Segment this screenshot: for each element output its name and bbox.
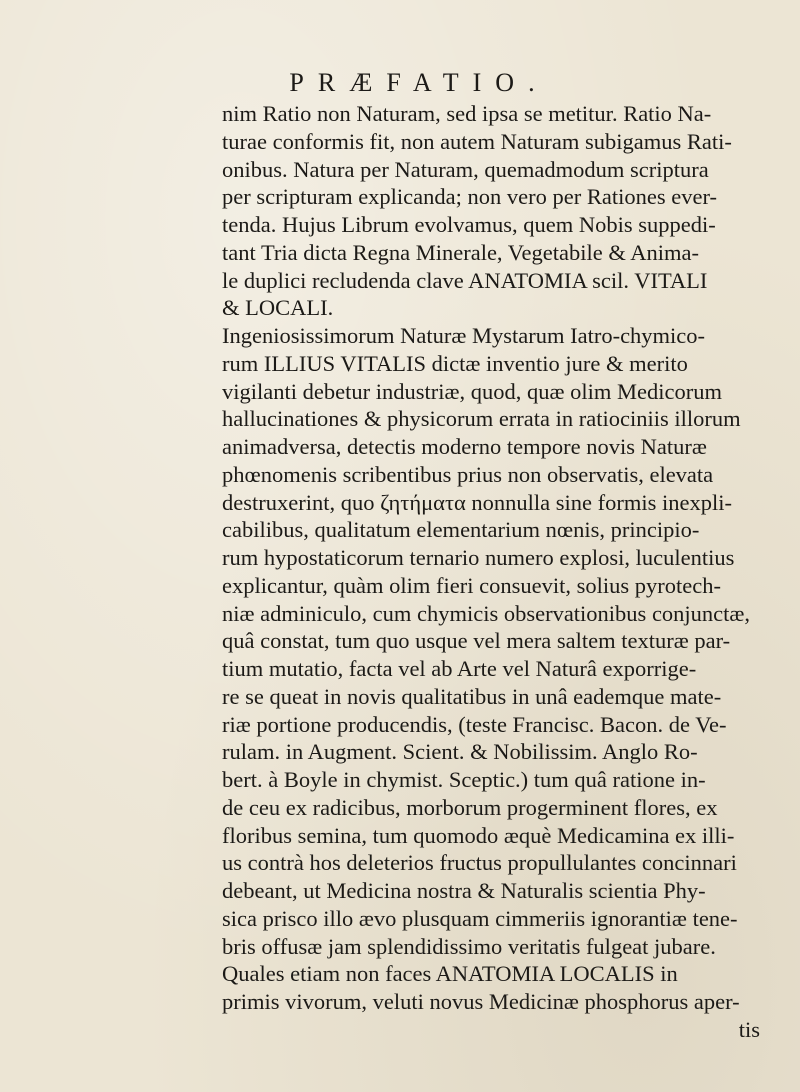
text-line: phœnomenis scribentibus prius non observatis, elevata — [222, 461, 714, 487]
text-line: & LOCALI. — [222, 295, 334, 321]
text-line: quâ constat, tum quo usque vel mera saltem texturæ par- — [222, 628, 731, 654]
text-line: niæ adminiculo, cum chymicis observationibus conjunctæ, — [222, 600, 751, 626]
text-line: debeant, ut Medicina nostra & Naturalis scientia Phy- — [222, 878, 706, 903]
text-line: Quales etiam non faces ANATOMIA LOCALIS in — [222, 961, 678, 987]
text-line: explicantur, quàm olim fieri consuevit, solius pyrotech- — [222, 572, 721, 598]
text-line: per scripturam explicanda; non vero per Rationes ever- — [222, 184, 717, 210]
text-line: rum ILLIUS VITALIS dictæ inventio jure & merito — [222, 350, 688, 376]
text-line: re se queat in novis qualitatibus in unâ eademque mate- — [222, 683, 722, 709]
text-line: bris offusæ jam splendidissimo veritatis fulgeat jubare. — [222, 933, 716, 959]
text-line: animadversa, detectis moderno tempore novis Naturæ — [222, 434, 707, 459]
text-line: le duplici recludenda clave ANATOMIA scil. VITALI — [222, 267, 708, 293]
page-header: PRÆFATIO. — [289, 68, 549, 97]
catchword: tis — [738, 1016, 760, 1042]
text-line: destruxerint, quo ζητήματα nonnulla sine formis inexpli- — [222, 489, 732, 515]
text-line: onibus. Natura per Naturam, quemadmodum scriptura — [222, 156, 709, 182]
text-line: primis vivorum, veluti novus Medicinæ phosphorus aper- — [222, 989, 740, 1014]
text-line: turae conformis fit, non autem Naturam subigamus Rati- — [222, 128, 732, 154]
text-line: riæ portione producendis, (teste Francisc. Bacon. de Ve- — [222, 711, 727, 737]
text-line: nim Ratio non Naturam, sed ipsa se metitur. Ratio Na- — [222, 101, 712, 126]
text-line: cabilibus, qualitatum elementarium nœnis, principio- — [222, 517, 700, 543]
text-line: tant Tria dicta Regna Minerale, Vegetabile & Anima- — [222, 239, 699, 265]
text-line: Ingeniosissimorum Naturæ Mystarum Iatro-chymico- — [222, 323, 706, 348]
text-line: tium mutatio, facta vel ab Arte vel Naturâ exporrige- — [222, 656, 697, 681]
text-line: bert. à Boyle in chymist. Sceptic.) tum quâ ratione in- — [222, 767, 706, 792]
text-line: vigilanti debetur industriæ, quod, quæ olim Medicorum — [222, 378, 722, 404]
text-line: sica prisco illo ævo plusquam cimmeriis ignorantiæ tene- — [222, 905, 738, 931]
page-body-text — [222, 100, 768, 1044]
text-line: us contrà hos deleterios fructus propullulantes concinnari — [222, 850, 737, 876]
text-line: rulam. in Augment. Scient. & Nobilissim. Anglo Ro- — [222, 739, 698, 765]
text-line: tenda. Hujus Librum evolvamus, quem Nobis suppedi- — [222, 212, 716, 237]
text-line: rum hypostaticorum ternario numero explosi, luculentius — [222, 545, 735, 570]
text-line: de ceu ex radicibus, morborum progerminent flores, ex — [222, 794, 718, 820]
text-line: hallucinationes & physicorum errata in ratiociniis illorum — [222, 406, 741, 432]
text-line: floribus semina, tum quomodo æquè Medicamina ex illi- — [222, 822, 735, 848]
